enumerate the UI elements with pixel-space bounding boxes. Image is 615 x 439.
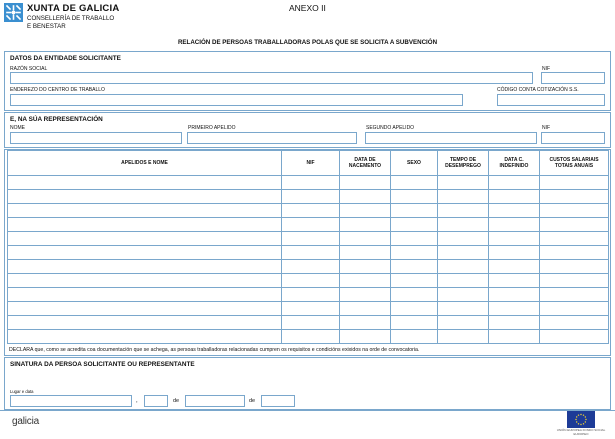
table-cell[interactable] (8, 330, 282, 344)
col-header-line: NACEMENTO (348, 163, 382, 169)
table-cell[interactable] (489, 232, 540, 246)
table-row (8, 260, 609, 274)
table-cell[interactable] (340, 330, 391, 344)
table-row (8, 232, 609, 246)
eu-star-icon (576, 416, 577, 417)
table-cell[interactable] (8, 316, 282, 330)
eu-star-icon (576, 421, 577, 422)
department-line-1: CONSELLERÍA DE TRABALLO (27, 15, 115, 22)
col-header-line: TOTAIS ANUAIS (554, 163, 594, 169)
table-cell[interactable] (540, 302, 609, 316)
razon-social-label: RAZÓN SOCIAL (10, 66, 48, 72)
rep-nif-field[interactable] (541, 132, 605, 144)
table-row (8, 316, 609, 330)
col-header-line: INDEFINIDO (499, 163, 529, 169)
table-cell[interactable] (438, 218, 489, 232)
table-cell[interactable] (489, 330, 540, 344)
table-row (8, 246, 609, 260)
table-cell[interactable] (438, 190, 489, 204)
table-cell[interactable] (489, 274, 540, 288)
col-header-line: NIF (306, 160, 315, 166)
table-cell[interactable] (340, 288, 391, 302)
rep-surname1-label: PRIMEIRO APELIDO (188, 125, 236, 131)
table-cell[interactable] (540, 232, 609, 246)
table-cell[interactable] (391, 218, 438, 232)
workers-table-header (8, 151, 609, 176)
col-header-line: DESEMPREGO (445, 163, 481, 169)
address-field[interactable] (10, 94, 463, 106)
day-field[interactable] (144, 395, 168, 407)
table-cell[interactable] (438, 274, 489, 288)
table-cell[interactable] (438, 330, 489, 344)
col-header-nif (282, 151, 340, 176)
ccc-label: CÓDIGO CONTA COTIZACIÓN S.S. (497, 87, 579, 93)
table-cell[interactable] (8, 274, 282, 288)
footer-divider (0, 410, 615, 411)
table-row (8, 176, 609, 190)
eu-star-icon (585, 416, 586, 417)
table-cell[interactable] (391, 274, 438, 288)
table-cell[interactable] (282, 176, 340, 190)
table-row (8, 274, 609, 288)
table-cell[interactable] (391, 330, 438, 344)
xunta-logo-icon (4, 3, 23, 22)
eu-caption: UNIÓN EUROPEA FONDO SOCIAL EUROPEO (556, 428, 606, 436)
table-cell[interactable] (391, 204, 438, 218)
table-cell[interactable] (489, 176, 540, 190)
ccc-field[interactable] (497, 94, 605, 106)
table-cell[interactable] (489, 316, 540, 330)
col-header-line: DATA C. (504, 157, 524, 163)
table-cell[interactable] (8, 176, 282, 190)
galicia-logo (12, 416, 39, 427)
place-date-label: Lugar e data (10, 389, 34, 394)
table-cell[interactable] (340, 274, 391, 288)
table-cell[interactable] (8, 218, 282, 232)
eu-flag-icon (567, 411, 595, 428)
table-cell[interactable] (8, 288, 282, 302)
col-header-line: CUSTOS SALARIAIS (549, 157, 599, 163)
year-field[interactable] (261, 395, 295, 407)
signature-section-title: SINATURA DA PERSOA SOLICITANTE OU REPRESENTANTE (10, 361, 195, 368)
table-cell[interactable] (489, 260, 540, 274)
org-name: XUNTA DE GALICIA (27, 3, 120, 14)
entity-nif-label: NIF (542, 66, 551, 72)
eu-star-icon (583, 414, 584, 415)
table-cell[interactable] (438, 246, 489, 260)
table-cell[interactable] (438, 176, 489, 190)
rep-name-label: NOME (10, 125, 25, 131)
table-cell[interactable] (391, 316, 438, 330)
razon-social-field[interactable] (10, 72, 533, 84)
date-comma: , (136, 398, 138, 404)
table-cell[interactable] (282, 288, 340, 302)
place-field[interactable] (10, 395, 132, 407)
table-cell[interactable] (540, 190, 609, 204)
table-cell[interactable] (438, 204, 489, 218)
table-cell[interactable] (282, 218, 340, 232)
eu-star-icon (575, 419, 576, 420)
table-cell[interactable] (282, 330, 340, 344)
table-cell[interactable] (340, 176, 391, 190)
table-cell[interactable] (340, 190, 391, 204)
table-cell[interactable] (489, 204, 540, 218)
entity-nif-field[interactable] (541, 72, 605, 84)
col-header-birth-date (340, 151, 391, 176)
table-cell[interactable] (489, 288, 540, 302)
table-cell[interactable] (391, 246, 438, 260)
eu-star-icon (585, 421, 586, 422)
col-header-line: SEXO (407, 160, 421, 166)
table-row (8, 218, 609, 232)
eu-star-icon (580, 414, 581, 415)
table-cell[interactable] (438, 288, 489, 302)
table-cell[interactable] (391, 288, 438, 302)
eu-star-icon (583, 423, 584, 424)
col-header-line: TEMPO DE (449, 157, 477, 163)
table-cell[interactable] (540, 246, 609, 260)
table-cell[interactable] (540, 176, 609, 190)
table-cell[interactable] (340, 232, 391, 246)
table-cell[interactable] (340, 246, 391, 260)
table-cell[interactable] (8, 204, 282, 218)
col-header-unemployment-time (438, 151, 489, 176)
table-row (8, 288, 609, 302)
col-header-line: APELIDOS E NOME (121, 160, 168, 166)
rep-nif-label: NIF (542, 125, 551, 131)
entity-section-title: DATOS DA ENTIDADE SOLICITANTE (10, 55, 121, 62)
table-cell[interactable] (438, 302, 489, 316)
table-cell[interactable] (540, 274, 609, 288)
table-cell[interactable] (282, 204, 340, 218)
col-header-salary-costs (540, 151, 609, 176)
table-cell[interactable] (282, 316, 340, 330)
col-header-sex (391, 151, 438, 176)
galicia-logo-text: galicia (12, 416, 39, 427)
rep-surname1-field[interactable] (187, 132, 357, 144)
table-cell[interactable] (391, 232, 438, 246)
eu-star-icon (585, 419, 586, 420)
table-cell[interactable] (540, 260, 609, 274)
table-cell[interactable] (438, 260, 489, 274)
table-cell[interactable] (282, 246, 340, 260)
table-cell[interactable] (8, 190, 282, 204)
table-row (8, 190, 609, 204)
col-header-indefinite-contract-date (489, 151, 540, 176)
table-cell[interactable] (489, 190, 540, 204)
table-cell[interactable] (8, 232, 282, 246)
table-cell[interactable] (282, 190, 340, 204)
table-cell[interactable] (540, 218, 609, 232)
col-header-line: DATA DE (354, 157, 376, 163)
rep-name-field[interactable] (10, 132, 182, 144)
table-cell[interactable] (540, 288, 609, 302)
table-cell[interactable] (391, 190, 438, 204)
table-cell[interactable] (489, 218, 540, 232)
date-de-2: de (249, 398, 256, 404)
workers-table-body (8, 176, 609, 344)
workers-table (7, 150, 609, 344)
address-label: ENDEREZO DO CENTRO DE TRABALLO (10, 87, 105, 93)
table-row (8, 330, 609, 344)
table-cell[interactable] (8, 246, 282, 260)
table-cell[interactable] (540, 330, 609, 344)
table-cell[interactable] (540, 204, 609, 218)
rep-surname2-field[interactable] (365, 132, 537, 144)
table-row (8, 302, 609, 316)
table-cell[interactable] (282, 302, 340, 316)
eu-star-icon (578, 423, 579, 424)
table-cell[interactable] (8, 302, 282, 316)
table-cell[interactable] (282, 274, 340, 288)
table-cell[interactable] (438, 316, 489, 330)
department-line-2: E BENESTAR (27, 23, 66, 30)
table-cell[interactable] (282, 260, 340, 274)
month-field[interactable] (185, 395, 245, 407)
table-cell[interactable] (438, 232, 489, 246)
department-name (27, 15, 114, 31)
table-cell[interactable] (540, 316, 609, 330)
table-cell[interactable] (391, 302, 438, 316)
table-cell[interactable] (340, 260, 391, 274)
rep-surname2-label: SEGUNDO APELIDO (366, 125, 415, 131)
table-cell[interactable] (340, 316, 391, 330)
col-header-surnames-name (8, 151, 282, 176)
table-cell[interactable] (8, 260, 282, 274)
table-cell[interactable] (340, 302, 391, 316)
eu-star-icon (578, 414, 579, 415)
table-cell[interactable] (489, 246, 540, 260)
table-cell[interactable] (340, 204, 391, 218)
table-cell[interactable] (489, 302, 540, 316)
table-cell[interactable] (340, 218, 391, 232)
table-cell[interactable] (391, 260, 438, 274)
representative-section-title: E, NA SÚA REPRESENTACIÓN (10, 116, 103, 123)
table-cell[interactable] (391, 176, 438, 190)
date-de-1: de (173, 398, 180, 404)
table-row (8, 204, 609, 218)
annex-label: ANEXO II (289, 3, 326, 13)
declaration-text: DECLARA que, como se acredita coa documentación que se achega, as persoas traballadoras relacionadas cumpren os requisitos e condicións exixidos na orde de convocatoria. (9, 347, 420, 353)
eu-star-icon (580, 424, 581, 425)
table-cell[interactable] (282, 232, 340, 246)
document-title: RELACIÓN DE PERSOAS TRABALLADORAS POLAS QUE SE SOLICITA A SUBVENCIÓN (177, 39, 438, 46)
